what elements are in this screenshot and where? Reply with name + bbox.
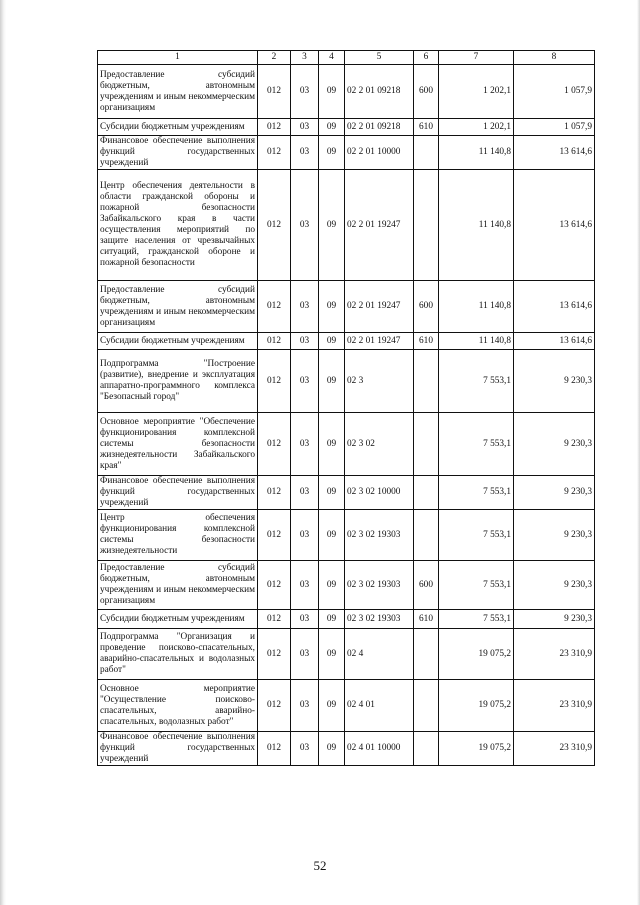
table-row bbox=[98, 413, 595, 476]
row-amount-1: 7 553,1 bbox=[439, 413, 514, 476]
row-amount-1: 1 202,1 bbox=[439, 119, 514, 136]
table-row bbox=[98, 680, 595, 732]
row-expense-type: 600 bbox=[414, 281, 439, 333]
row-code: 012 bbox=[258, 136, 291, 170]
row-code: 012 bbox=[258, 413, 291, 476]
row-amount-1: 11 140,8 bbox=[439, 281, 514, 333]
row-target-article: 02 3 02 bbox=[345, 413, 414, 476]
row-amount-1: 19 075,2 bbox=[439, 629, 514, 680]
row-code: 012 bbox=[258, 65, 291, 119]
row-amount-2: 9 230,3 bbox=[514, 350, 595, 413]
row-expense-type bbox=[414, 629, 439, 680]
row-amount-1: 11 140,8 bbox=[439, 333, 514, 350]
row-target-article: 02 2 01 19247 bbox=[345, 333, 414, 350]
row-section: 03 bbox=[291, 680, 319, 732]
row-expense-type bbox=[414, 350, 439, 413]
row-name: Финансовое обеспечение выполнения функций государственных учреждений bbox=[98, 476, 258, 510]
row-name: Подпрограмма "Построение (развитие), внедрение и эксплуатация аппаратно-программного комплекса "Безопасный город" bbox=[98, 350, 258, 413]
row-code: 012 bbox=[258, 510, 291, 561]
row-target-article: 02 3 02 10000 bbox=[345, 476, 414, 510]
row-target-article: 02 2 01 10000 bbox=[345, 136, 414, 170]
row-section: 03 bbox=[291, 333, 319, 350]
row-code: 012 bbox=[258, 629, 291, 680]
table-header bbox=[98, 51, 595, 65]
header-col-2: 2 bbox=[258, 51, 291, 65]
row-amount-1: 19 075,2 bbox=[439, 680, 514, 732]
table-body bbox=[98, 65, 595, 766]
header-col-6: 6 bbox=[414, 51, 439, 65]
row-expense-type bbox=[414, 476, 439, 510]
row-name: Субсидии бюджетным учреждениям bbox=[98, 119, 258, 136]
row-name: Финансовое обеспечение выполнения функций государственных учреждений bbox=[98, 136, 258, 170]
row-section: 03 bbox=[291, 413, 319, 476]
row-subsection: 09 bbox=[319, 281, 345, 333]
row-target-article: 02 2 01 19247 bbox=[345, 281, 414, 333]
table-row bbox=[98, 170, 595, 281]
row-target-article: 02 3 02 19303 bbox=[345, 610, 414, 629]
row-amount-2: 9 230,3 bbox=[514, 413, 595, 476]
row-code: 012 bbox=[258, 281, 291, 333]
row-expense-type: 600 bbox=[414, 561, 439, 610]
row-amount-2: 13 614,6 bbox=[514, 170, 595, 281]
row-amount-2: 9 230,3 bbox=[514, 561, 595, 610]
table-row bbox=[98, 333, 595, 350]
budget-table bbox=[97, 50, 595, 766]
row-section: 03 bbox=[291, 350, 319, 413]
row-target-article: 02 3 bbox=[345, 350, 414, 413]
row-section: 03 bbox=[291, 629, 319, 680]
header-col-4: 4 bbox=[319, 51, 345, 65]
row-amount-2: 9 230,3 bbox=[514, 510, 595, 561]
row-amount-1: 7 553,1 bbox=[439, 610, 514, 629]
row-target-article: 02 4 01 bbox=[345, 680, 414, 732]
row-subsection: 09 bbox=[319, 170, 345, 281]
table-row bbox=[98, 281, 595, 333]
row-subsection: 09 bbox=[319, 732, 345, 766]
row-subsection: 09 bbox=[319, 333, 345, 350]
row-subsection: 09 bbox=[319, 65, 345, 119]
row-target-article: 02 2 01 09218 bbox=[345, 119, 414, 136]
row-amount-1: 19 075,2 bbox=[439, 732, 514, 766]
row-amount-1: 11 140,8 bbox=[439, 170, 514, 281]
header-col-1: 1 bbox=[98, 51, 258, 65]
row-section: 03 bbox=[291, 136, 319, 170]
row-target-article: 02 3 02 19303 bbox=[345, 561, 414, 610]
row-name: Основное мероприятие "Обеспечение функционирования комплексной системы безопасности жизнедеятельности Забайкальского края" bbox=[98, 413, 258, 476]
row-amount-2: 13 614,6 bbox=[514, 333, 595, 350]
row-subsection: 09 bbox=[319, 136, 345, 170]
scan-left-edge bbox=[0, 0, 6, 905]
table-row bbox=[98, 476, 595, 510]
header-col-7: 7 bbox=[439, 51, 514, 65]
row-expense-type bbox=[414, 136, 439, 170]
row-code: 012 bbox=[258, 680, 291, 732]
row-expense-type bbox=[414, 413, 439, 476]
row-amount-1: 1 202,1 bbox=[439, 65, 514, 119]
table-row bbox=[98, 610, 595, 629]
row-amount-1: 7 553,1 bbox=[439, 350, 514, 413]
table-row bbox=[98, 350, 595, 413]
row-amount-1: 7 553,1 bbox=[439, 476, 514, 510]
row-subsection: 09 bbox=[319, 413, 345, 476]
row-section: 03 bbox=[291, 732, 319, 766]
row-amount-2: 23 310,9 bbox=[514, 680, 595, 732]
row-code: 012 bbox=[258, 350, 291, 413]
row-expense-type bbox=[414, 510, 439, 561]
row-subsection: 09 bbox=[319, 680, 345, 732]
row-amount-1: 11 140,8 bbox=[439, 136, 514, 170]
row-code: 012 bbox=[258, 561, 291, 610]
row-section: 03 bbox=[291, 119, 319, 136]
row-code: 012 bbox=[258, 170, 291, 281]
row-name: Центр обеспечения деятельности в области гражданской обороны и пожарной безопасности Забайкальского края в части осуществления мероприятий по защите населения от чрезвычайных ситуаций, гражданской обороне и пожарной безопасности bbox=[98, 170, 258, 281]
row-code: 012 bbox=[258, 333, 291, 350]
row-expense-type: 610 bbox=[414, 610, 439, 629]
table-row bbox=[98, 629, 595, 680]
row-target-article: 02 3 02 19303 bbox=[345, 510, 414, 561]
table-row bbox=[98, 510, 595, 561]
row-section: 03 bbox=[291, 476, 319, 510]
row-code: 012 bbox=[258, 119, 291, 136]
row-expense-type: 600 bbox=[414, 65, 439, 119]
header-col-8: 8 bbox=[514, 51, 595, 65]
header-col-5: 5 bbox=[345, 51, 414, 65]
row-expense-type: 610 bbox=[414, 333, 439, 350]
row-section: 03 bbox=[291, 281, 319, 333]
table-row bbox=[98, 65, 595, 119]
row-code: 012 bbox=[258, 476, 291, 510]
row-name: Центр обеспечения функционирования комплексной системы безопасности жизнедеятельности bbox=[98, 510, 258, 561]
row-name: Предоставление субсидий бюджетным, автономным учреждениям и иным некоммерческим организациям bbox=[98, 561, 258, 610]
row-name: Субсидии бюджетным учреждениям bbox=[98, 610, 258, 629]
page-number: 52 bbox=[313, 858, 327, 873]
row-subsection: 09 bbox=[319, 119, 345, 136]
row-section: 03 bbox=[291, 510, 319, 561]
row-amount-2: 13 614,6 bbox=[514, 136, 595, 170]
row-section: 03 bbox=[291, 561, 319, 610]
row-amount-2: 1 057,9 bbox=[514, 119, 595, 136]
row-amount-1: 7 553,1 bbox=[439, 561, 514, 610]
row-name: Субсидии бюджетным учреждениям bbox=[98, 333, 258, 350]
row-expense-type bbox=[414, 732, 439, 766]
header-row bbox=[98, 51, 595, 65]
row-section: 03 bbox=[291, 610, 319, 629]
row-name: Основное мероприятие "Осуществление поисково-спасательных, аварийно-спасательных, водолазных работ" bbox=[98, 680, 258, 732]
row-subsection: 09 bbox=[319, 629, 345, 680]
row-target-article: 02 2 01 09218 bbox=[345, 65, 414, 119]
table-row bbox=[98, 119, 595, 136]
row-subsection: 09 bbox=[319, 510, 345, 561]
row-target-article: 02 2 01 19247 bbox=[345, 170, 414, 281]
row-subsection: 09 bbox=[319, 476, 345, 510]
row-target-article: 02 4 bbox=[345, 629, 414, 680]
row-section: 03 bbox=[291, 170, 319, 281]
row-name: Предоставление субсидий бюджетным, автономным учреждениям и иным некоммерческим организациям bbox=[98, 65, 258, 119]
row-amount-2: 13 614,6 bbox=[514, 281, 595, 333]
table-row bbox=[98, 561, 595, 610]
row-expense-type bbox=[414, 170, 439, 281]
row-subsection: 09 bbox=[319, 561, 345, 610]
row-code: 012 bbox=[258, 732, 291, 766]
row-name: Предоставление субсидий бюджетным, автономным учреждениям и иным некоммерческим организациям bbox=[98, 281, 258, 333]
row-amount-2: 23 310,9 bbox=[514, 732, 595, 766]
row-name: Подпрограмма "Организация и проведение поисково-спасательных, аварийно-спасательных и водолазных работ" bbox=[98, 629, 258, 680]
row-expense-type bbox=[414, 680, 439, 732]
row-amount-1: 7 553,1 bbox=[439, 510, 514, 561]
row-section: 03 bbox=[291, 65, 319, 119]
row-amount-2: 23 310,9 bbox=[514, 629, 595, 680]
row-subsection: 09 bbox=[319, 610, 345, 629]
row-amount-2: 1 057,9 bbox=[514, 65, 595, 119]
table-row bbox=[98, 136, 595, 170]
table-row bbox=[98, 732, 595, 766]
row-subsection: 09 bbox=[319, 350, 345, 413]
row-code: 012 bbox=[258, 610, 291, 629]
row-amount-2: 9 230,3 bbox=[514, 476, 595, 510]
row-target-article: 02 4 01 10000 bbox=[345, 732, 414, 766]
header-col-3: 3 bbox=[291, 51, 319, 65]
row-expense-type: 610 bbox=[414, 119, 439, 136]
row-amount-2: 9 230,3 bbox=[514, 610, 595, 629]
row-name: Финансовое обеспечение выполнения функций государственных учреждений bbox=[98, 732, 258, 766]
